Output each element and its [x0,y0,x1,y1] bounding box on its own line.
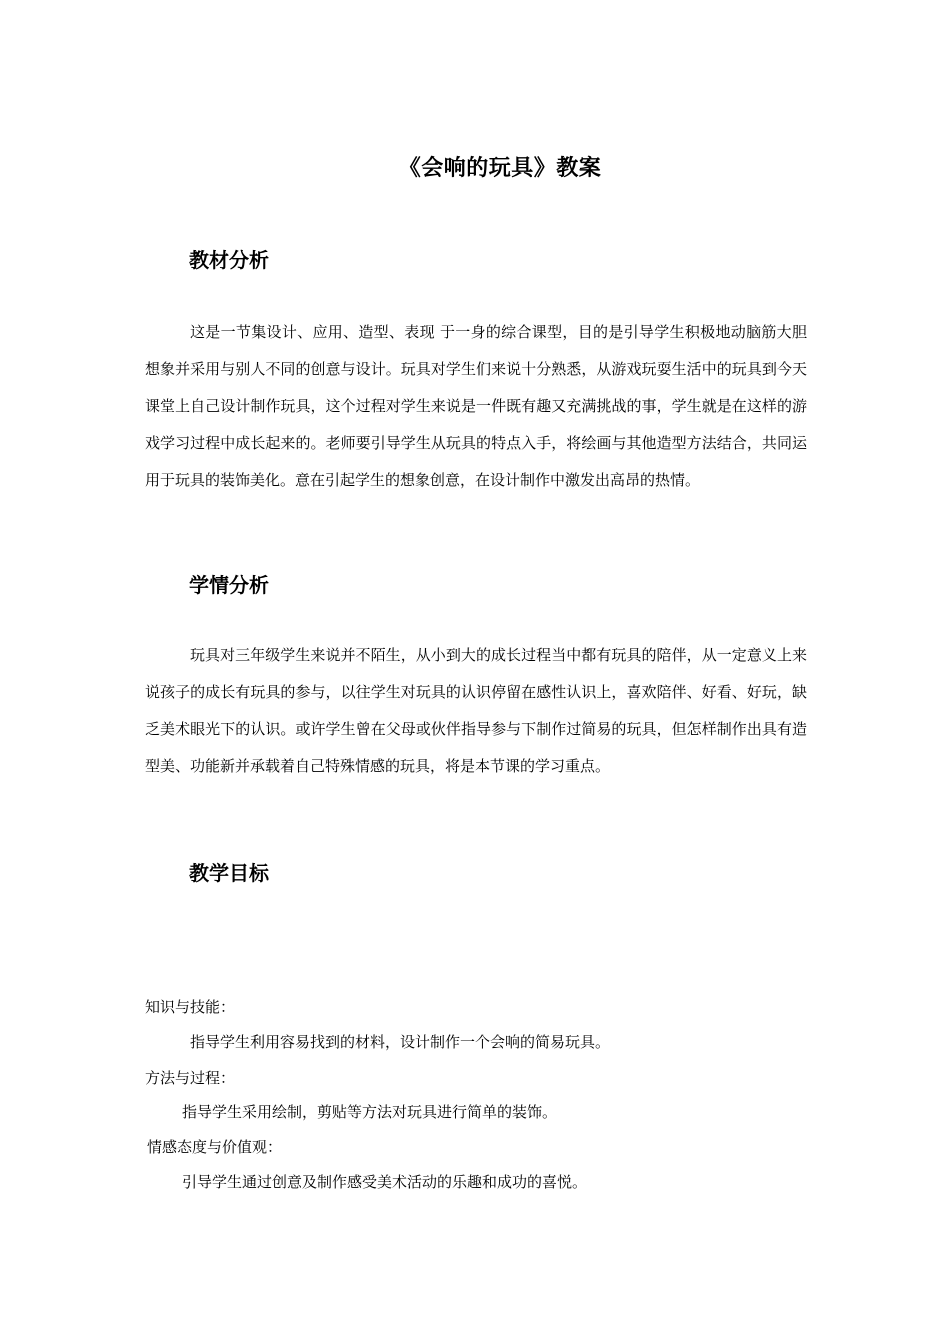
heading-material-analysis: 教材分析 [189,248,269,272]
paragraph-student-analysis: 玩具对三年级学生来说并不陌生，从小到大的成长过程当中都有玩具的陪伴，从一定意义上来说孩子的成长有玩具的参与，以往学生对玩具的认识停留在感性认识上，喜欢陪伴、好看、好玩，缺乏美术眼光下的认识。或许学生曾在父母或伙伴指导参与下制作过简易的玩具，但怎样制作出具有造型美、功能新并承载着自己特殊情感的玩具，将是本节课的学习重点。 [145,646,807,775]
goal-method-label: 方法与过程： [145,1069,236,1087]
heading-teaching-goals: 教学目标 [189,861,269,885]
goal-knowledge-text: 指导学生利用容易找到的材料，设计制作一个会响的简易玩具。 [190,1033,611,1051]
paragraph-material-analysis: 这是一节集设计、应用、造型、表现 于一身的综合课型，目的是引导学生积极地动脑筋大胆想象并采用与别人不同的创意与设计。玩具对学生们来说十分熟悉，从游戏玩耍生活中的玩具到今天课堂上自己设计制作玩具，这个过程对学生来说是一件既有趣又充满挑战的事，学生就是在这样的游戏学习过程中成长起来的。老师要引导学生从玩具的特点入手，将绘画与其他造型方法结合，共同运用于玩具的装饰美化。意在引起学生的想象创意，在设计制作中激发出高昂的热情。 [145,323,807,489]
goal-emotion-text: 引导学生通过创意及制作感受美术活动的乐趣和成功的喜悦。 [182,1173,588,1191]
document-title: 《会响的玩具》教案 [398,156,602,181]
goal-emotion-label: 情感态度与价值观： [147,1138,283,1156]
goal-knowledge-label: 知识与技能： [145,998,236,1016]
heading-student-analysis: 学情分析 [189,573,269,597]
goal-method-text: 指导学生采用绘制，剪贴等方法对玩具进行简单的装饰。 [182,1103,558,1121]
